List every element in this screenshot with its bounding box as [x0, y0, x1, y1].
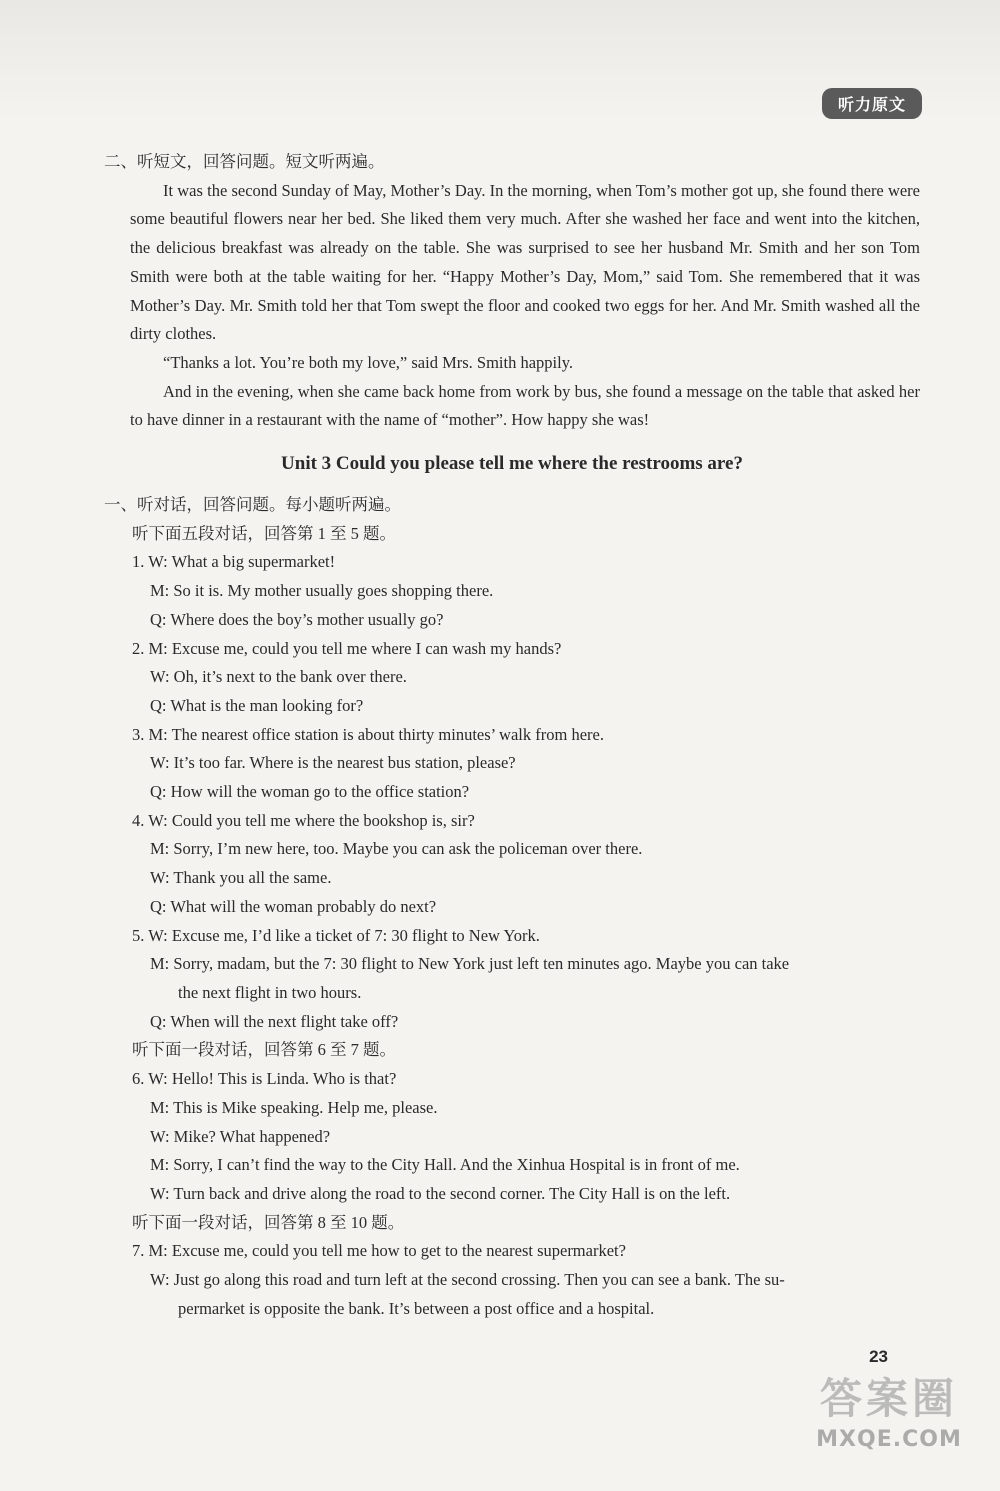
passage-paragraph-1: It was the second Sunday of May, Mother’s Day. In the morning, when Tom’s mother got up, she found there were some beautiful flowers near her bed. She liked them very much. After she washed her face and went into the kitchen, the delicious breakfast was already on the table. She was surprised to see her husband Mr. Smith and her son Tom Smith were both at the table waiting for her. “Happy Mother’s Day, Mom,” said Tom. She remembered that it was Mother’s Day. Mr. Smith told her that Tom swept the floor and cooked two eggs for her. And Mr. Smith washed all the dirty clothes. — [130, 180, 920, 344]
dialogue-line: W: Mike? What happened? — [150, 1126, 331, 1146]
instruction-8-10: 听下面一段对话，回答第 8 至 10 题。 — [132, 1212, 405, 1232]
dialogue-4 — [104, 807, 920, 922]
section-1-heading: 一、听对话，回答问题。每小题听两遍。 — [104, 495, 401, 515]
dialogue-line: 2. M: Excuse me, could you tell me where I can wash my hands? — [132, 638, 562, 658]
dialogue-line: W: Just go along this road and turn left at the second crossing. Then you can see a bank. The su- — [150, 1270, 785, 1290]
dialogue-line: M: Sorry, I’m new here, too. Maybe you can ask the policeman over there. — [150, 839, 643, 859]
dialogue-line: M: Sorry, I can’t find the way to the City Hall. And the Xinhua Hospital is in front of me. — [150, 1155, 740, 1175]
dialogue-7 — [104, 1237, 920, 1323]
dialogue-3 — [104, 721, 920, 807]
dialogue-6 — [104, 1065, 920, 1209]
dialogue-line: M: Sorry, madam, but the 7: 30 flight to New York just left ten minutes ago. Maybe you can take — [150, 954, 790, 974]
dialogue-line: W: Oh, it’s next to the bank over there. — [150, 667, 407, 687]
passage-paragraph-2: “Thanks a lot. You’re both my love,” said Mrs. Smith happily. — [163, 352, 574, 372]
dialogue-2 — [104, 635, 920, 721]
dialogue-line: M: This is Mike speaking. Help me, please. — [150, 1097, 438, 1117]
section-tab-label: 听力原文 — [822, 88, 922, 119]
passage-paragraph-3: And in the evening, when she came back home from work by bus, she found a message on the table that asked her to have dinner in a restaurant with the name of “mother”. How happy she was! — [130, 381, 920, 430]
dialogue-5 — [104, 922, 920, 1037]
dialogue-line-continued: permarket is opposite the bank. It’s between a post office and a hospital. — [178, 1298, 655, 1318]
dialogue-line: W: It’s too far. Where is the nearest bus station, please? — [150, 753, 516, 773]
question-line: Q: What is the man looking for? — [150, 695, 364, 715]
dialogue-line: 3. M: The nearest office station is about thirty minutes’ walk from here. — [132, 724, 604, 744]
dialogue-1 — [104, 548, 920, 634]
question-line: Q: When will the next flight take off? — [150, 1011, 399, 1031]
instruction-6-7: 听下面一段对话，回答第 6 至 7 题。 — [132, 1040, 396, 1060]
section-2-heading: 二、听短文，回答问题。短文听两遍。 — [104, 152, 385, 171]
dialogue-line: 4. W: Could you tell me where the bookshop is, sir? — [132, 810, 475, 830]
question-line: Q: What will the woman probably do next? — [150, 896, 437, 916]
dialogue-line: W: Thank you all the same. — [150, 868, 332, 888]
dialogue-line: 1. W: What a big supermarket! — [132, 552, 336, 572]
watermark-logo-text: 答案圈 — [819, 1374, 958, 1423]
dialogue-line-continued: the next flight in two hours. — [178, 982, 362, 1002]
dialogue-line: W: Turn back and drive along the road to the second corner. The City Hall is on the left. — [150, 1183, 731, 1203]
dialogue-line: 6. W: Hello! This is Linda. Who is that? — [132, 1069, 397, 1089]
question-line: Q: How will the woman go to the office station? — [150, 782, 470, 802]
watermark-logo-url: MXQE.COM — [816, 1427, 962, 1452]
instruction-1-5: 听下面五段对话，回答第 1 至 5 题。 — [132, 523, 396, 543]
watermark-logo — [794, 1371, 984, 1471]
page-number: 23 — [869, 1347, 888, 1366]
unit-title: Unit 3 Could you please tell me where the restrooms are? — [281, 453, 743, 475]
dialogue-line: 7. M: Excuse me, could you tell me how to get to the nearest supermarket? — [132, 1241, 626, 1261]
dialogue-line: 5. W: Excuse me, I’d like a ticket of 7: 30 flight to New York. — [132, 925, 540, 945]
page-content — [104, 148, 920, 1323]
dialogue-line: M: So it is. My mother usually goes shopping there. — [150, 581, 494, 601]
question-line: Q: Where does the boy’s mother usually go? — [150, 609, 444, 629]
